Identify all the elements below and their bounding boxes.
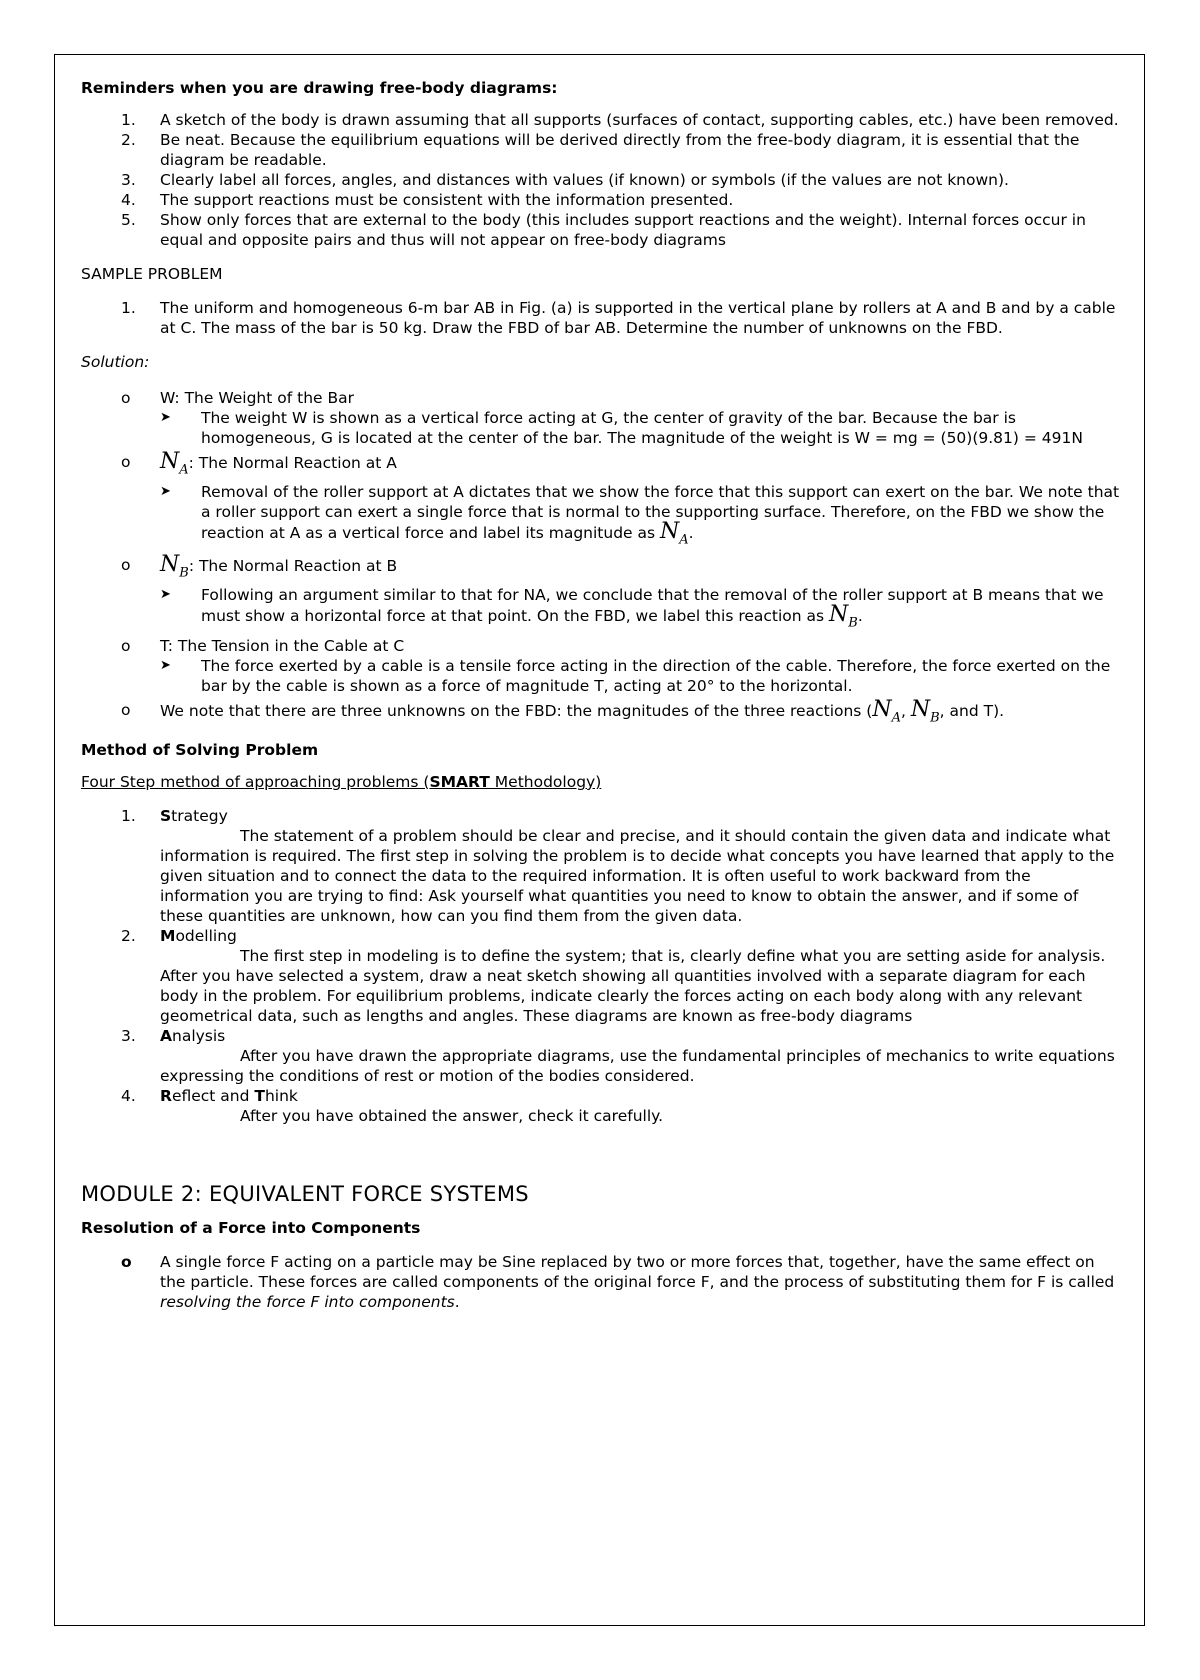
arrow-bullet-icon: ➤ (160, 587, 171, 603)
resolution-bullet: o A single force F acting on a particle may be Sine replaced by two or more forces that, together, have the same effect on the particle. These forces are called components of the original force F, and the process of substituting them for F is called resolving the force F into components. (121, 1252, 1115, 1311)
arrow-bullet-icon: ➤ (160, 484, 171, 500)
resolution-heading: Resolution of a Force into Components (81, 1218, 421, 1237)
weight-detail: ➤ The weight W is shown as a vertical force acting at G, the center of gravity of the bar. Because the bar is homogeneous, G is located at the center of the bar. The magnitude of the weight is W = mg = (50)(9.81) = 491N (160, 409, 1083, 447)
method-heading: Method of Solving Problem (81, 740, 319, 759)
step-strategy: 1. Strategy The statement of a problem should be clear and precise, and it should contain the given data and indicate what information is required. The first step in solving the problem is to decide what concepts you have learned that apply to the given situation and to connect the data to the required information. It is often useful to work backward from the information you are trying to find: Ask yourself what quantities you need to know to obtain the answer, and if some of these quantities are unknown, how can you find them from the given data. (121, 806, 1115, 925)
reminders-heading: Reminders when you are drawing free-body diagrams: (81, 79, 558, 97)
list-item: 1. A sketch of the body is drawn assuming that all supports (surfaces of contact, supporting cables, etc.) have been removed. (121, 111, 1119, 129)
reminders-list (81, 110, 1121, 250)
nb-detail: ➤ Following an argument similar to that for NA, we conclude that the removal of the roller support at B means that we must show a horizontal force at that point. On the FBD, we label this reaction as $N_B$. (160, 586, 1104, 631)
weight-bullet: o W: The Weight of the Bar (121, 389, 354, 407)
list-item: 5. Show only forces that are external to the body (this includes support reactions and the weight). Internal forces occur in equal and opposite pairs and thus will not appear on free-body diagrams (121, 211, 1086, 249)
step-reflect: 4. Reflect and Think After you have obtained the answer, check it carefully. (121, 1086, 664, 1125)
nb-bullet: o $N_B$: The Normal Reaction at B (121, 551, 398, 581)
list-item: 2. Be neat. Because the equilibrium equations will be derived directly from the free-body diagram, it is essential that the diagram be readable. (121, 131, 1080, 169)
tension-bullet: o T: The Tension in the Cable at C (121, 636, 405, 655)
sample-problem-heading: SAMPLE PROBLEM (81, 265, 223, 283)
arrow-bullet-icon: ➤ (160, 410, 171, 425)
sample-problem-item: 1. The uniform and homogeneous 6-m bar AB in Fig. (a) is supported in the vertical plane by rollers at A and B and by a cable at C. The mass of the bar is 50 kg. Draw the FBD of bar AB. Determine the number of unknowns on the FBD. (121, 299, 1116, 337)
document-content (81, 78, 1121, 1312)
arrow-bullet-icon: ➤ (160, 657, 171, 673)
solution-label: Solution: (81, 353, 150, 371)
method-subheading: Four Step method of approaching problems (SMART Methodology) (81, 772, 602, 791)
na-bullet: o $N_A$: The Normal Reaction at A (121, 449, 397, 478)
list-item: 4. The support reactions must be consistent with the information presented. (121, 191, 734, 209)
list-item: 3. Clearly label all forces, angles, and distances with values (if known) or symbols (if the values are not known). (121, 171, 1009, 189)
tension-detail: ➤ The force exerted by a cable is a tensile force acting in the direction of the cable. Therefore, the force exerted on the bar by the cable is shown as a force of magnitude T, acting at 20° to the horizontal. (160, 656, 1111, 695)
step-analysis: 3. Analysis After you have drawn the appropriate diagrams, use the fundamental principles of mechanics to write equations expressing the conditions of rest or motion of the bodies considered. (121, 1026, 1115, 1085)
module-title: MODULE 2: EQUIVALENT FORCE SYSTEMS (81, 1181, 529, 1206)
step-modelling: 2. Modelling The first step in modeling is to define the system; that is, clearly define what you are setting aside for analysis. After you have selected a system, draw a neat sketch showing all quantities involved with a separate diagram for each body in the problem. For equilibrium problems, indicate clearly the forces acting on each body along with any relevant geometrical data, such as lengths and angles. These diagrams are known as free-body diagrams (121, 926, 1106, 1025)
unknowns-note: o We note that there are three unknowns on the FBD: the magnitudes of the three reactions ($N_A$, $N_B$, and T). (121, 696, 1005, 725)
na-detail: ➤ Removal of the roller support at A dictates that we show the force that this support can exert on the bar. We note that a roller support can exert a single force that is normal to the supporting surface. Therefore, on the FBD we show the reaction at A as a vertical force and label its magnitude as $N_A$. (160, 483, 1120, 548)
